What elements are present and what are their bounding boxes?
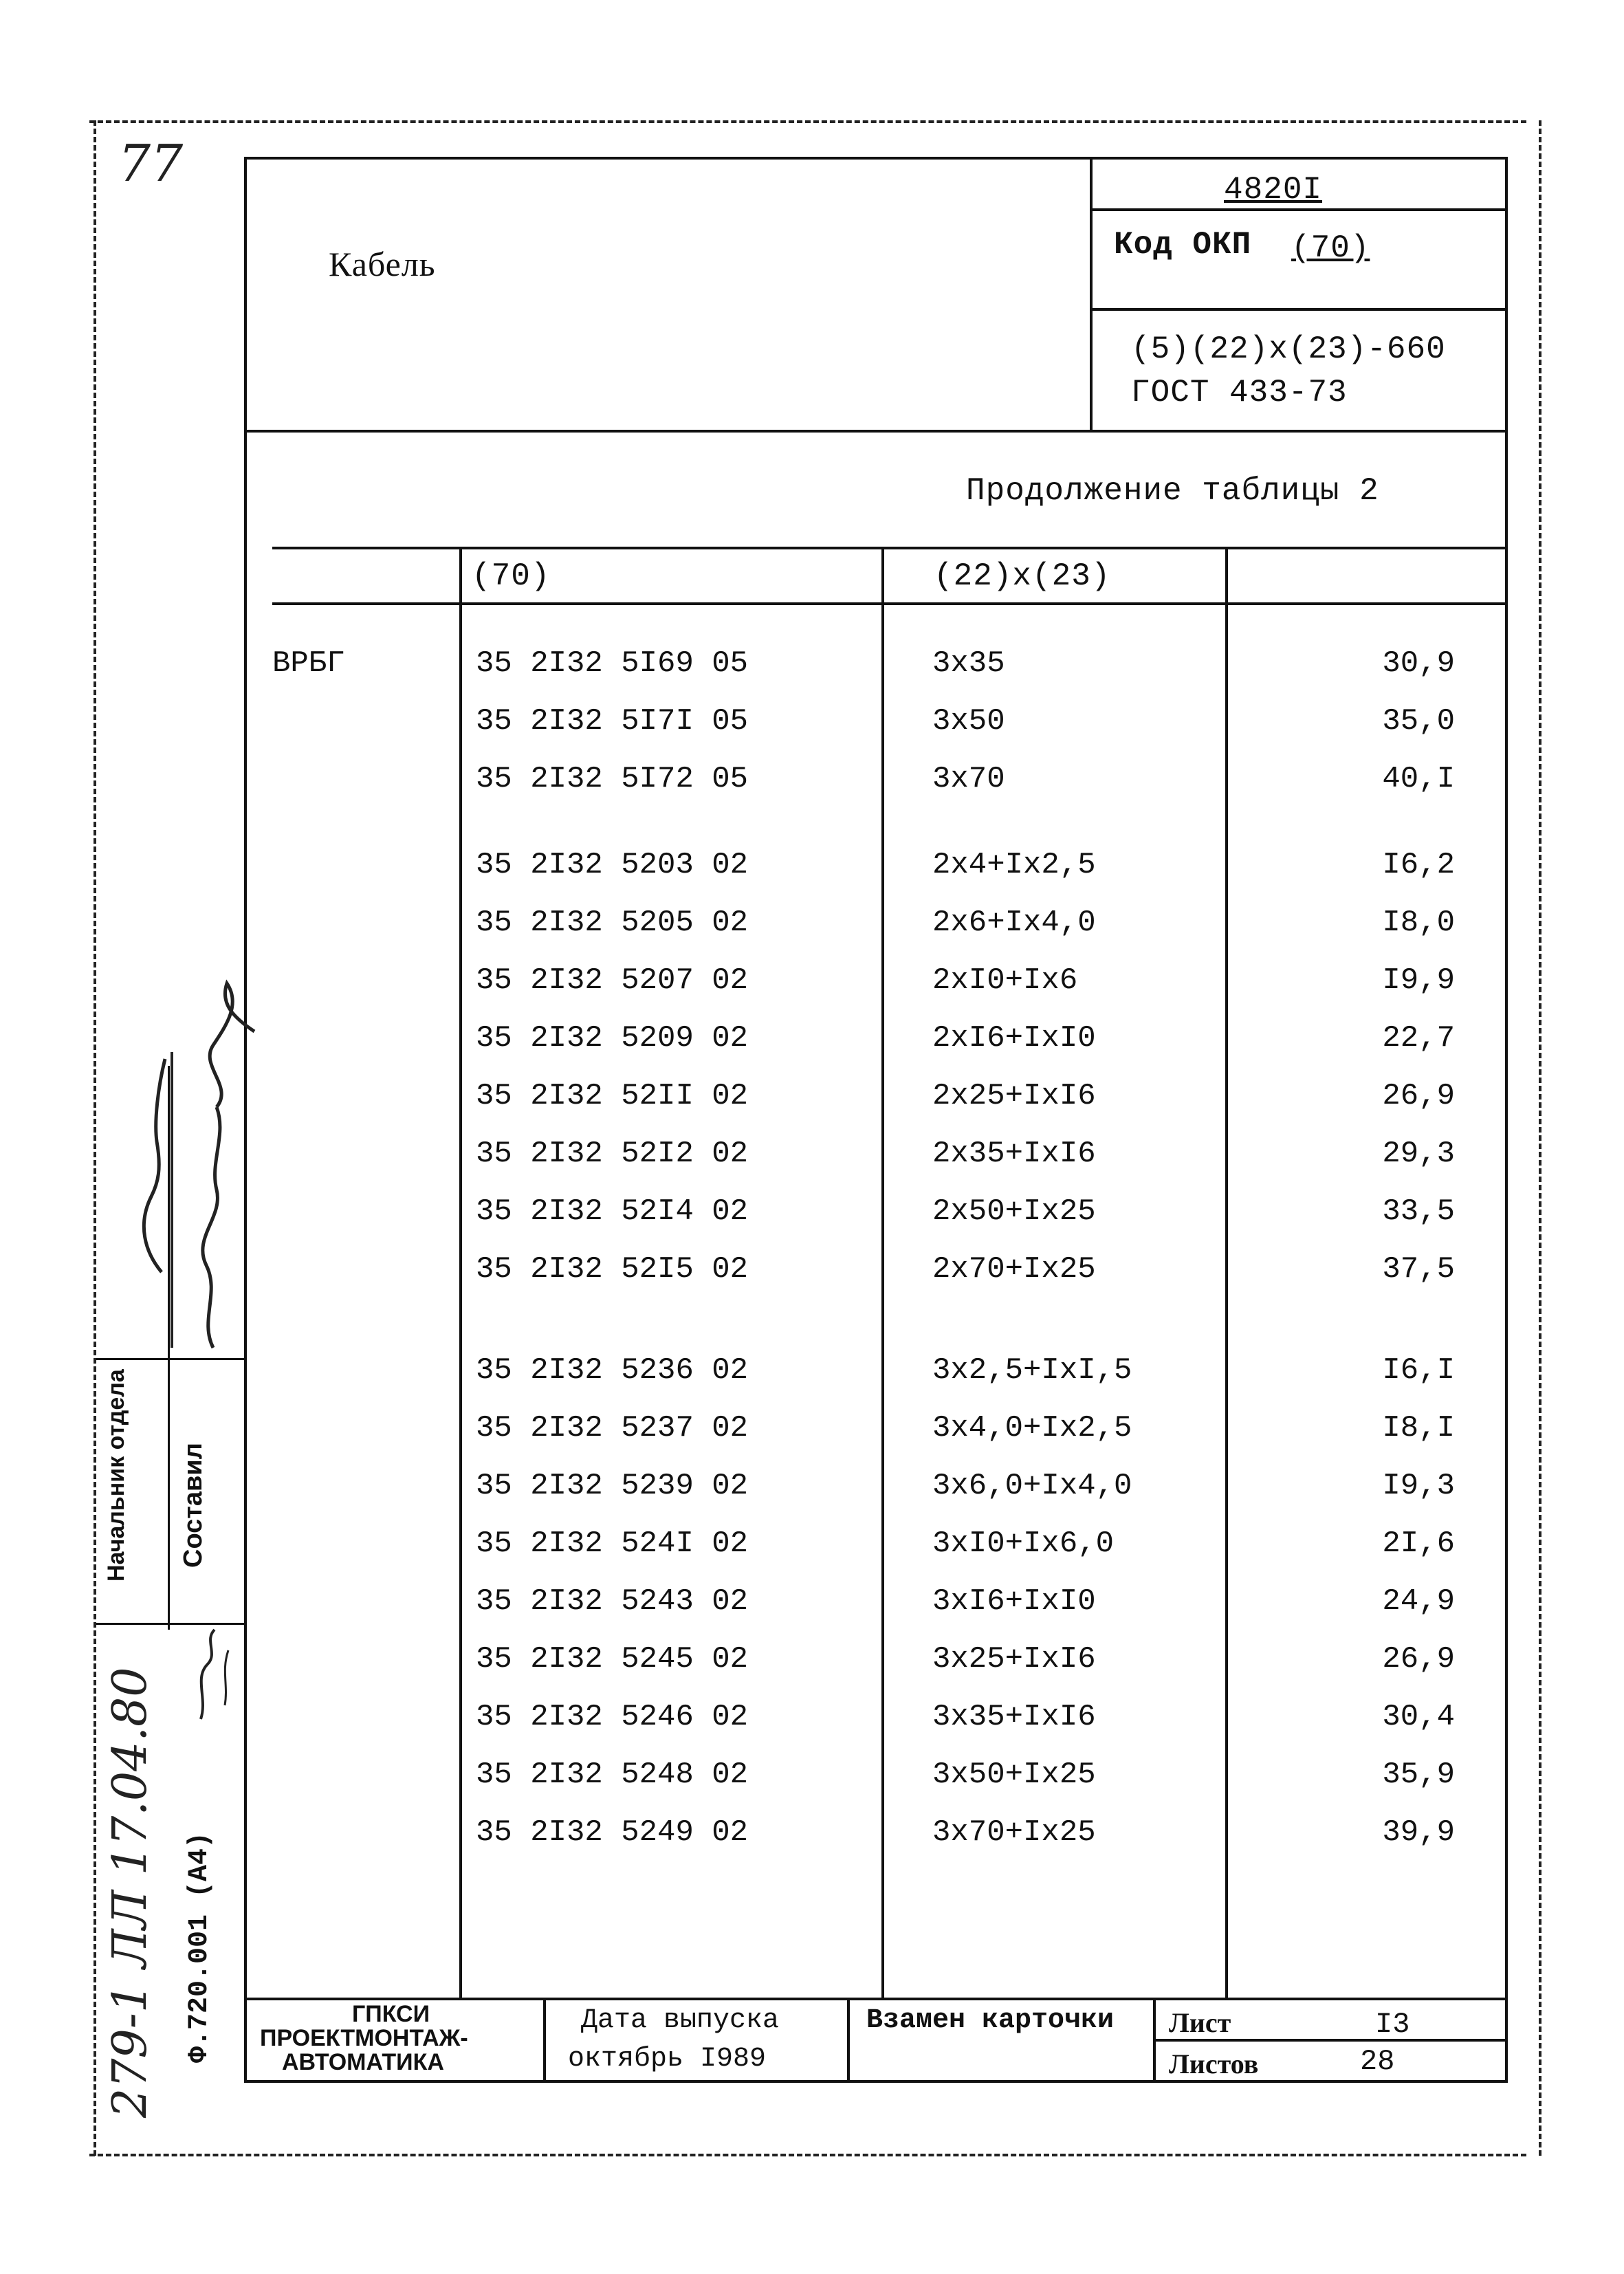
code-cell: 35 2I32 52I5 02 <box>476 1252 749 1287</box>
table-row <box>272 1642 1510 1683</box>
value-cell: 29,3 <box>1382 1137 1455 1171</box>
section-cell: 2x70+Ix25 <box>932 1252 1096 1287</box>
footer-bottom <box>244 2080 1508 2083</box>
okp-label: Код ОКП <box>1114 227 1252 263</box>
sheets-label: Листов <box>1169 2048 1259 2079</box>
outer-border-right <box>1539 120 1541 2156</box>
value-cell: 35,0 <box>1382 704 1455 739</box>
value-cell: I9,9 <box>1382 963 1455 998</box>
section-cell: 2xI6+IxI0 <box>932 1021 1096 1056</box>
table-row <box>272 646 1510 688</box>
section-cell: 3x2,5+IxI,5 <box>932 1353 1132 1388</box>
value-cell: 39,9 <box>1382 1815 1455 1850</box>
value-cell: 30,9 <box>1382 646 1455 681</box>
code-cell: 35 2I32 5205 02 <box>476 906 749 940</box>
table-row <box>272 848 1510 889</box>
table-row <box>272 1137 1510 1178</box>
value-cell: 33,5 <box>1382 1194 1455 1229</box>
code-cell: 35 2I32 5207 02 <box>476 963 749 998</box>
issue-label: Дата выпуска <box>581 2005 780 2036</box>
head-label: Начальник отдела <box>103 1369 129 1582</box>
table-header-top <box>272 547 1508 549</box>
code-cell: 35 2I32 5249 02 <box>476 1815 749 1850</box>
table-row <box>272 1469 1510 1510</box>
code-cell: 35 2I32 5I7I 05 <box>476 704 749 739</box>
okp-code: (70) <box>1291 230 1370 266</box>
org-line3: АВТОМАТИКА <box>282 2049 444 2075</box>
mark-line2: ГОСТ 433-73 <box>1131 375 1348 411</box>
mark-line1: (5)(22)x(23)-660 <box>1131 331 1446 367</box>
footer-div-2 <box>847 1998 850 2083</box>
mark-line <box>1090 308 1508 311</box>
section-cell: 2xI0+Ix6 <box>932 963 1078 998</box>
value-cell: 24,9 <box>1382 1584 1455 1619</box>
code-cell: 35 2I32 5239 02 <box>476 1469 749 1503</box>
table-row <box>272 704 1510 745</box>
table-row <box>272 1700 1510 1741</box>
value-cell: 22,7 <box>1382 1021 1455 1056</box>
value-cell: 26,9 <box>1382 1079 1455 1113</box>
code-cell: 35 2I32 5I69 05 <box>476 646 749 681</box>
footer-top <box>244 1998 1508 2000</box>
section-cell: 3x4,0+Ix2,5 <box>932 1411 1132 1445</box>
table-row <box>272 1815 1510 1857</box>
footer-sheet-line <box>1153 2039 1508 2042</box>
outer-border-top <box>89 120 1526 123</box>
value-cell: 37,5 <box>1382 1252 1455 1287</box>
table-row <box>272 1353 1510 1395</box>
handwritten-note: 279-1 ЛЛ 17.04.80 <box>103 1667 157 2118</box>
okp-line <box>1090 208 1508 211</box>
code-cell: 35 2I32 52I2 02 <box>476 1137 749 1171</box>
code-cell: 35 2I32 5237 02 <box>476 1411 749 1445</box>
value-cell: 30,4 <box>1382 1700 1455 1734</box>
section-cell: 3x35+IxI6 <box>932 1700 1096 1734</box>
section-cell: 3x6,0+Ix4,0 <box>932 1469 1132 1503</box>
table-row <box>272 1758 1510 1799</box>
brand-cell: ВРБГ <box>272 646 345 681</box>
col-header-section: (22)x(23) <box>934 558 1111 594</box>
code-cell: 35 2I32 5209 02 <box>476 1021 749 1056</box>
frame-top <box>244 157 1508 160</box>
code-cell: 35 2I32 5I72 05 <box>476 762 749 796</box>
section-cell: 2x4+Ix2,5 <box>932 848 1096 882</box>
table-row <box>272 1411 1510 1452</box>
code-cell: 35 2I32 5245 02 <box>476 1642 749 1676</box>
code-cell: 35 2I32 52II 02 <box>476 1079 749 1113</box>
col-header-code: (70) <box>472 558 551 594</box>
outer-border-bottom <box>89 2154 1526 2156</box>
table-row <box>272 906 1510 947</box>
sheet-value: I3 <box>1375 2008 1410 2041</box>
header-title: Кабель <box>329 245 436 283</box>
section-cell: 3x50 <box>932 704 1005 739</box>
table-header-bottom <box>272 602 1508 605</box>
signature-icon <box>96 963 261 1362</box>
org-line2: ПРОЕКТМОНТАЖ- <box>260 2025 468 2051</box>
code-cell: 35 2I32 5236 02 <box>476 1353 749 1388</box>
section-cell: 2x25+IxI6 <box>932 1079 1096 1113</box>
okp-number: 4820I <box>1224 172 1323 208</box>
section-cell: 2x6+Ix4,0 <box>932 906 1096 940</box>
sheet-label: Лист <box>1169 2007 1231 2038</box>
value-cell: I6,I <box>1382 1353 1455 1388</box>
org-line1: ГПКСИ <box>352 2001 430 2027</box>
value-cell: I9,3 <box>1382 1469 1455 1503</box>
corner-mark: 77 <box>118 134 184 193</box>
sheets-value: 28 <box>1360 2045 1395 2078</box>
section-cell: 2x50+Ix25 <box>932 1194 1096 1229</box>
table-row <box>272 1079 1510 1120</box>
table-row <box>272 762 1510 803</box>
header-bottom-line <box>244 430 1508 433</box>
section-cell: 3x70 <box>932 762 1005 796</box>
header-divider <box>1090 157 1093 432</box>
compiler-label: Составил <box>179 1443 208 1568</box>
issue-date: октябрь I989 <box>568 2044 767 2075</box>
value-cell: I6,2 <box>1382 848 1455 882</box>
value-cell: 40,I <box>1382 762 1455 796</box>
code-cell: 35 2I32 5243 02 <box>476 1584 749 1619</box>
form-code: Ф.720.001 (А4) <box>184 1831 215 2063</box>
section-cell: 3x25+IxI6 <box>932 1642 1096 1676</box>
value-cell: I8,0 <box>1382 906 1455 940</box>
code-cell: 35 2I32 524I 02 <box>476 1527 749 1561</box>
side-stamp-divider <box>168 1355 170 1630</box>
footer-div-1 <box>543 1998 546 2083</box>
code-cell: 35 2I32 5246 02 <box>476 1700 749 1734</box>
section-cell: 3x50+Ix25 <box>932 1758 1096 1792</box>
value-cell: 2I,6 <box>1382 1527 1455 1561</box>
table-row <box>272 1194 1510 1236</box>
replace-label: Взамен карточки <box>866 2005 1115 2036</box>
code-cell: 35 2I32 5248 02 <box>476 1758 749 1792</box>
code-cell: 35 2I32 5203 02 <box>476 848 749 882</box>
value-cell: I8,I <box>1382 1411 1455 1445</box>
value-cell: 35,9 <box>1382 1758 1455 1792</box>
section-cell: 3xI6+IxI0 <box>932 1584 1096 1619</box>
section-cell: 3x70+Ix25 <box>932 1815 1096 1850</box>
section-cell: 3xI0+Ix6,0 <box>932 1527 1115 1561</box>
table-row <box>272 1021 1510 1062</box>
code-cell: 35 2I32 52I4 02 <box>476 1194 749 1229</box>
table-row <box>272 1584 1510 1626</box>
continuation-label: Продолжение таблицы 2 <box>966 473 1379 509</box>
table-row <box>272 1527 1510 1568</box>
section-cell: 3x35 <box>932 646 1005 681</box>
table-row <box>272 1252 1510 1293</box>
table-row <box>272 963 1510 1005</box>
value-cell: 26,9 <box>1382 1642 1455 1676</box>
section-cell: 2x35+IxI6 <box>932 1137 1096 1171</box>
initials-icon <box>187 1623 242 1726</box>
